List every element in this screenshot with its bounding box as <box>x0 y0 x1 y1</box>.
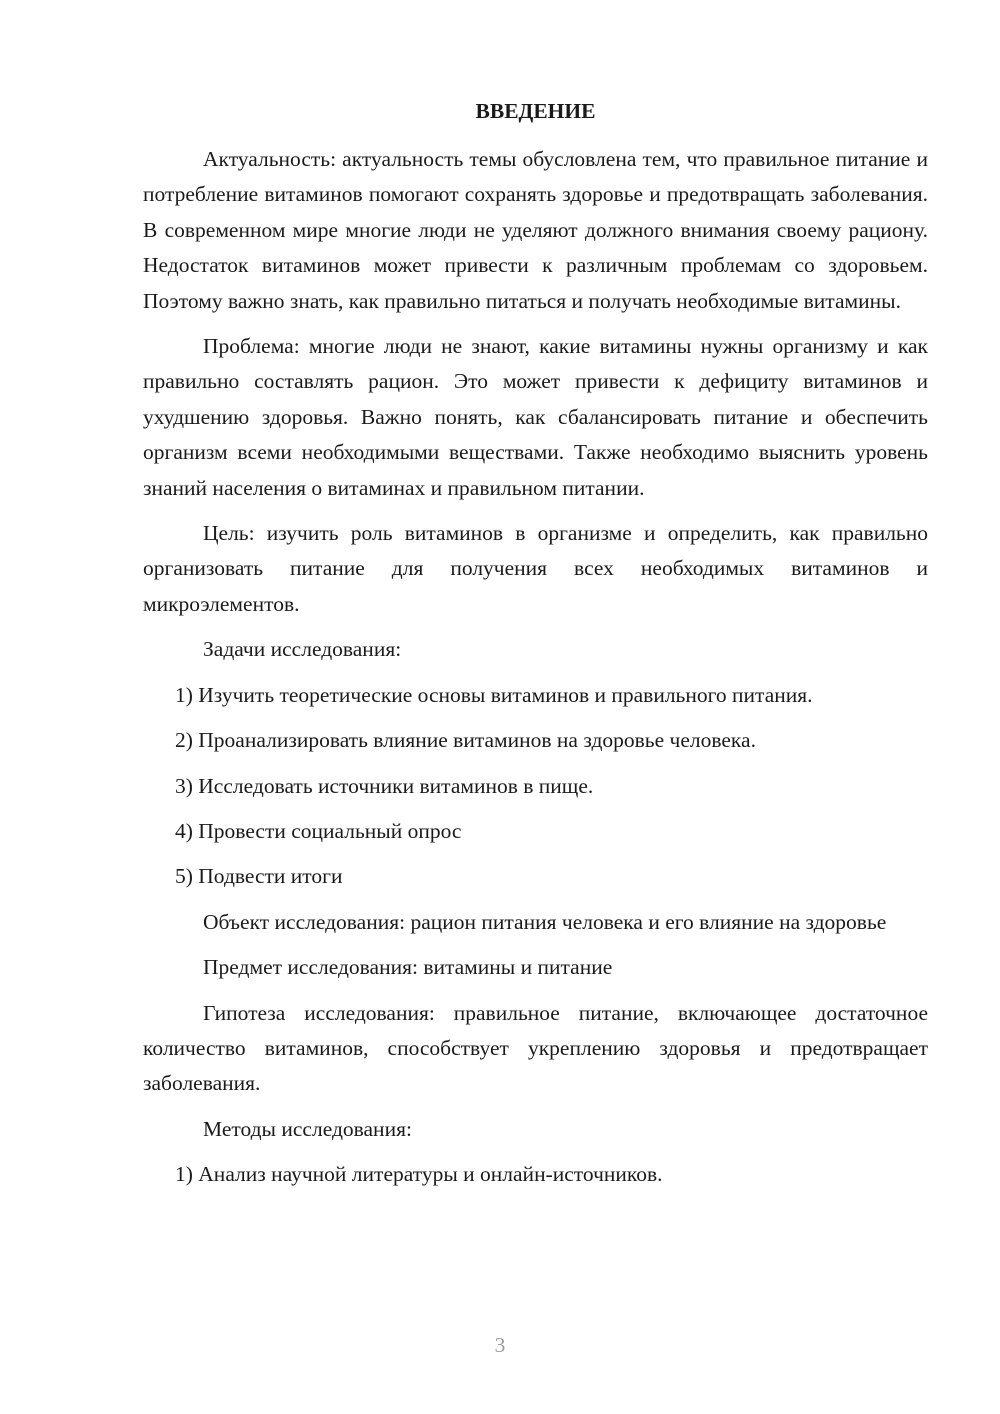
task-item: 5) Подвести итоги <box>175 864 343 889</box>
subject-paragraph: Предмет исследования: витамины и питание <box>203 955 613 980</box>
task-item: 4) Провести социальный опрос <box>175 818 462 843</box>
object-paragraph: Объект исследования: рацион питания человека и его влияние на здоровье <box>203 909 887 934</box>
hypothesis-paragraph: Гипотеза исследования: правильное питание, включающее достаточное количество витаминов, способствует укреплению здоровья и предотвращает заболевания. <box>143 1000 928 1096</box>
section-title: ВВЕДЕНИЕ <box>475 99 596 123</box>
goal-paragraph: Цель: изучить роль витаминов в организме и определить, как правильно организовать питание для получения всех необходимых витаминов и микроэлементов. <box>143 521 928 616</box>
task-item: 3) Исследовать источники витаминов в пище. <box>175 773 594 798</box>
relevance-paragraph: Актуальность: актуальность темы обусловлена тем, что правильное питание и потребление витаминов помогают сохранять здоровье и предотвращать заболевания. В современном мире многие люди не уделяют должного внимания своему рациону. Недостаток витаминов может привести к различным проблемам со здоровьем. Поэтому важно знать, как правильно питаться и получать необходимые витамины. <box>143 147 928 313</box>
task-item: 2) Проанализировать влияние витаминов на здоровье человека. <box>175 728 756 753</box>
task-item: 1) Изучить теоретические основы витаминов и правильного питания. <box>175 682 813 707</box>
tasks-list <box>143 678 928 895</box>
methods-list <box>143 1157 928 1192</box>
problem-paragraph: Проблема: многие люди не знают, какие витамины нужны организму и как правильно составлять рацион. Это может привести к дефициту витаминов и ухудшению здоровья. Важно понять, как сбалансировать питание и обеспечить организм всеми необходимыми веществами. Также необходимо выяснить уровень знаний населения о витаминах и правильном питании. <box>143 334 928 500</box>
method-item: 1) Анализ научной литературы и онлайн-источников. <box>175 1162 663 1187</box>
methods-heading: Методы исследования: <box>203 1116 412 1141</box>
tasks-heading: Задачи исследования: <box>203 637 402 662</box>
page-body <box>143 94 928 1193</box>
page-number: 3 <box>494 1333 506 1357</box>
